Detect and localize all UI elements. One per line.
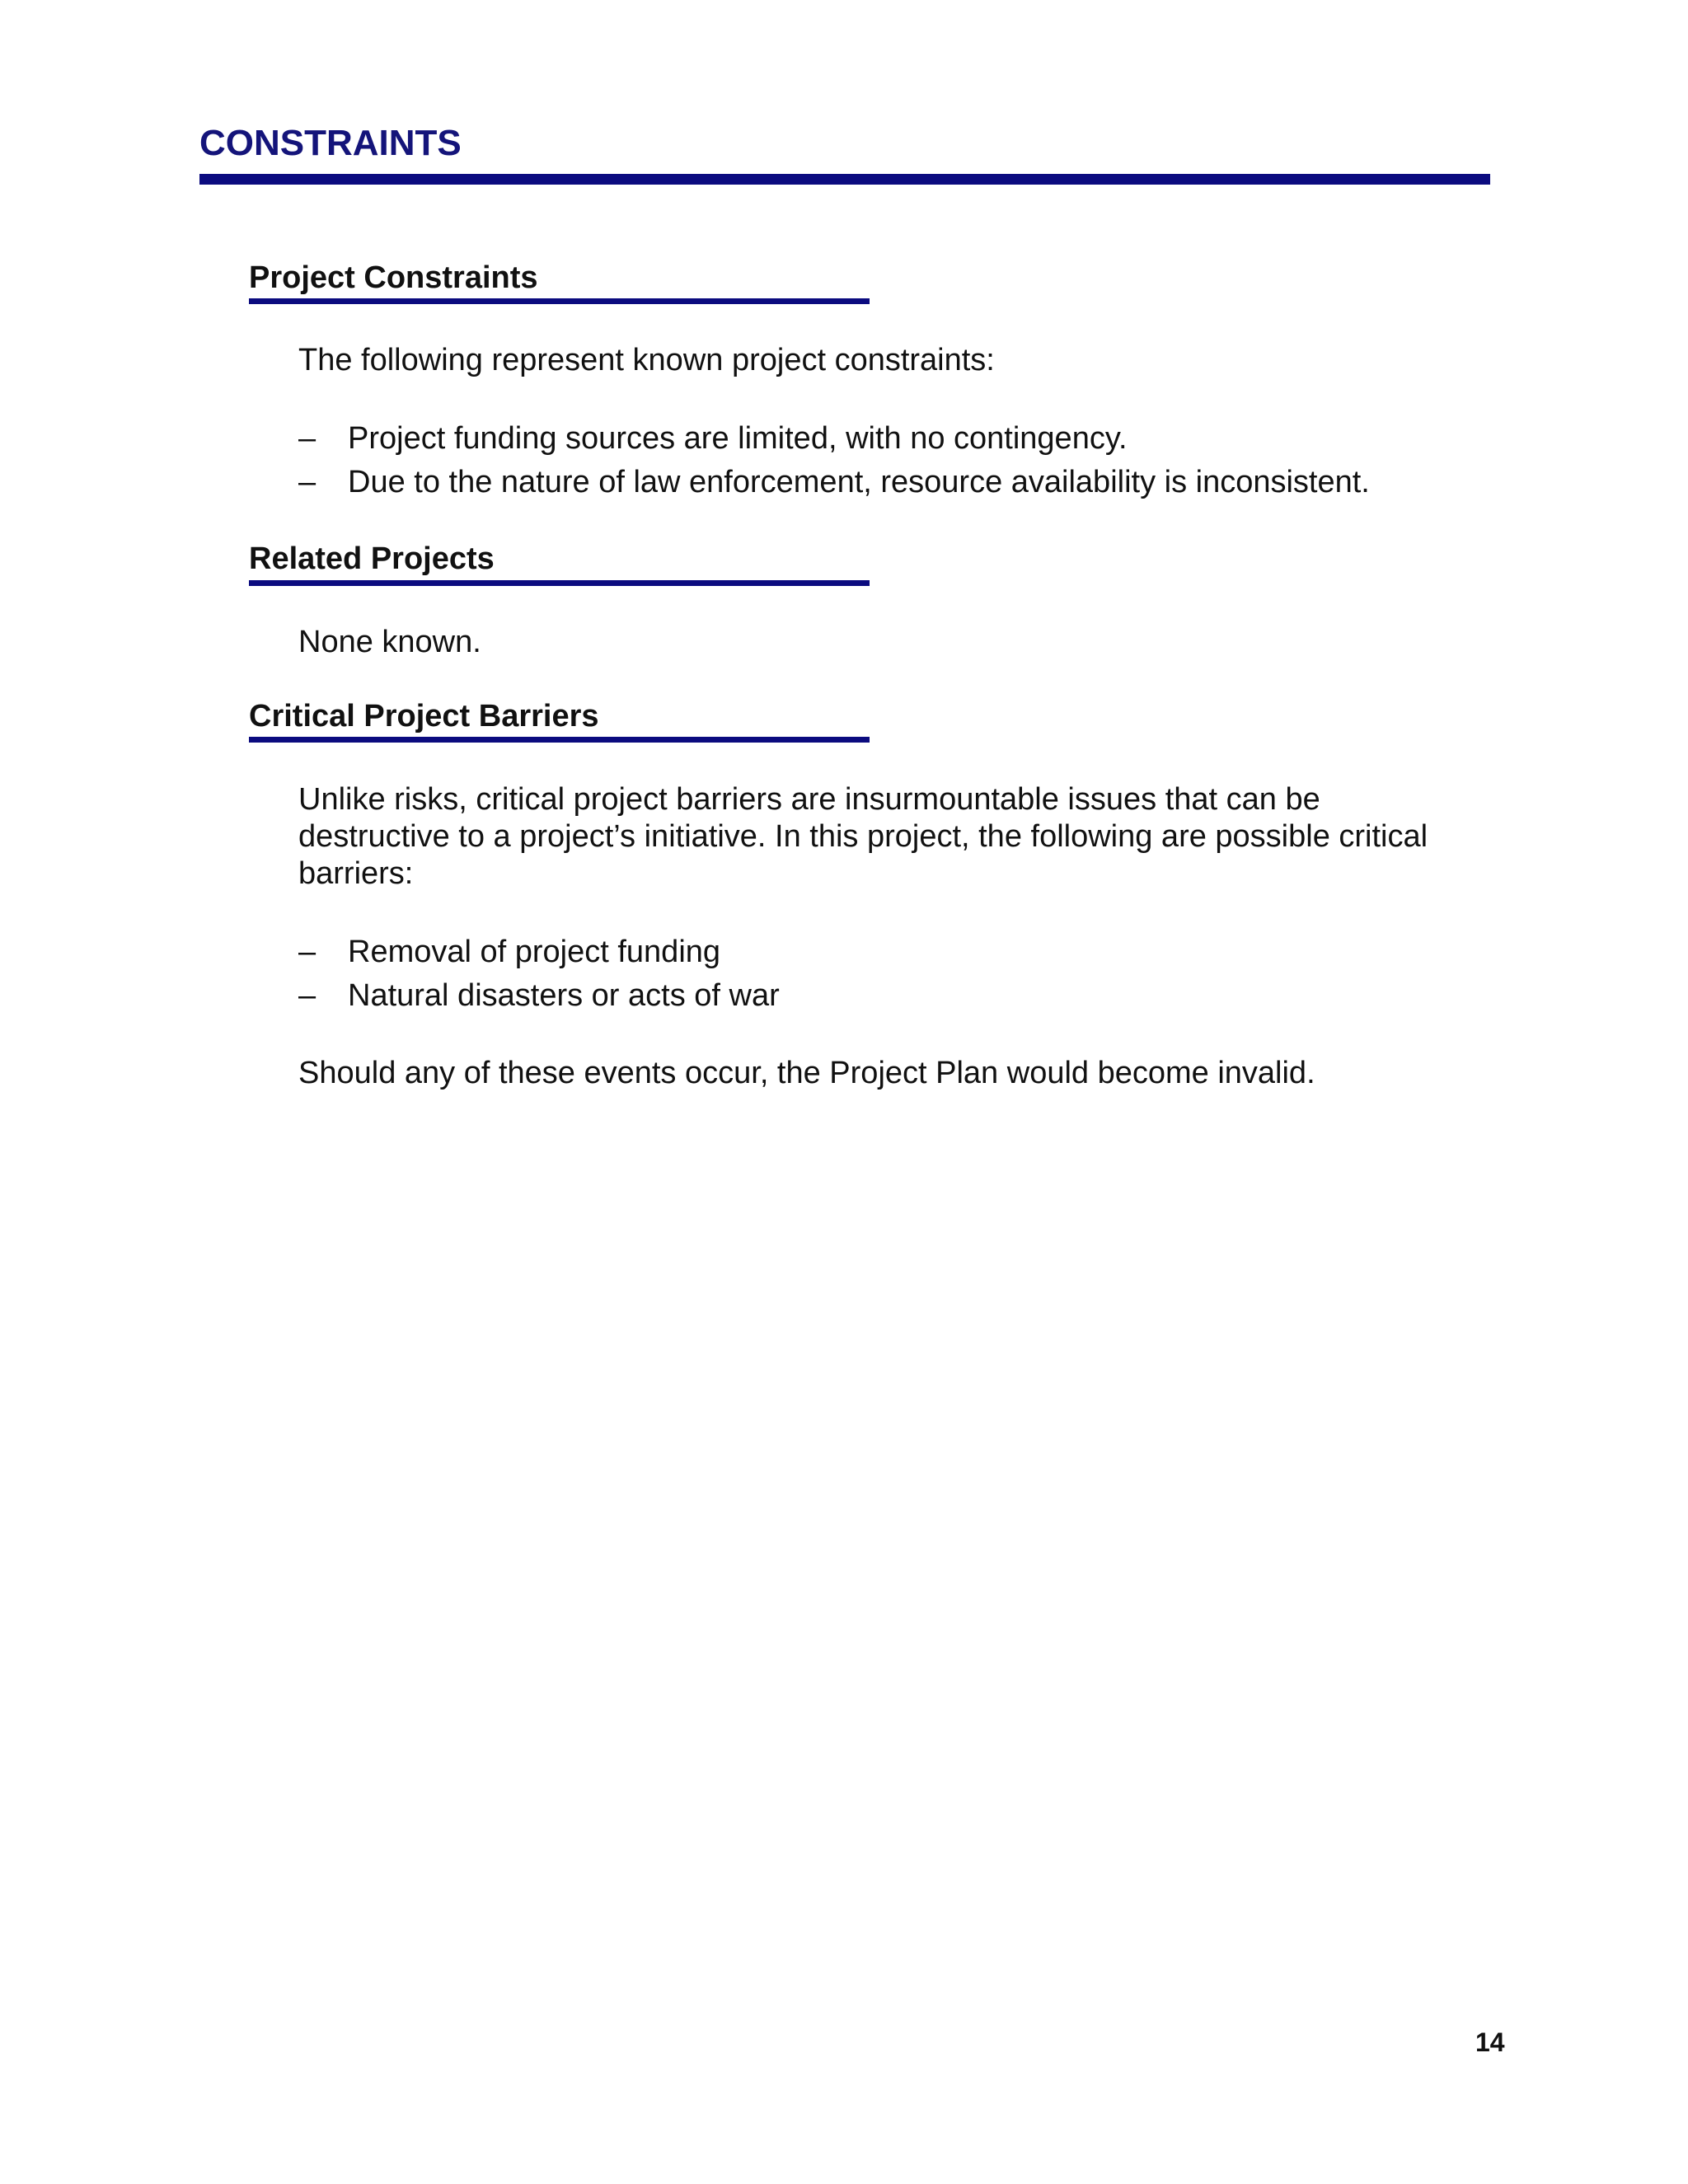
section-heading-project-constraints: Project Constraints xyxy=(249,260,538,295)
list-item xyxy=(298,974,780,1018)
list-item xyxy=(298,930,780,974)
critical-barriers-list xyxy=(298,930,780,1018)
bullet-dash: – xyxy=(298,978,316,1013)
critical-barriers-intro: Unlike risks, critical project barriers are insurmountable issues that can be destructive to a project’s initiative. In this project, the following are possible critical barriers: xyxy=(298,782,1428,891)
list-item-text: Due to the nature of law enforcement, resource availability is inconsistent. xyxy=(348,465,1370,499)
bullet-dash: – xyxy=(298,421,316,456)
section-divider-related-projects xyxy=(249,580,870,586)
related-projects-text: None known. xyxy=(298,625,481,659)
section-heading-related-projects: Related Projects xyxy=(249,541,495,576)
project-constraints-list xyxy=(298,417,1370,504)
section-divider-project-constraints xyxy=(249,298,870,304)
bullet-dash: – xyxy=(298,935,316,969)
critical-barriers-closing: Should any of these events occur, the Project Plan would become invalid. xyxy=(298,1056,1315,1090)
list-item-text: Natural disasters or acts of war xyxy=(348,978,780,1013)
list-item xyxy=(298,417,1370,461)
list-item-text: Project funding sources are limited, with no contingency. xyxy=(348,421,1128,456)
page-number: 14 xyxy=(1475,2027,1505,2057)
project-constraints-intro: The following represent known project constraints: xyxy=(298,343,995,377)
list-item xyxy=(298,461,1370,504)
list-item-text: Removal of project funding xyxy=(348,935,721,969)
section-divider-critical-barriers xyxy=(249,737,870,743)
title-divider xyxy=(199,174,1490,185)
bullet-dash: – xyxy=(298,465,316,499)
page-title: CONSTRAINTS xyxy=(199,123,462,163)
section-heading-critical-barriers: Critical Project Barriers xyxy=(249,699,599,733)
